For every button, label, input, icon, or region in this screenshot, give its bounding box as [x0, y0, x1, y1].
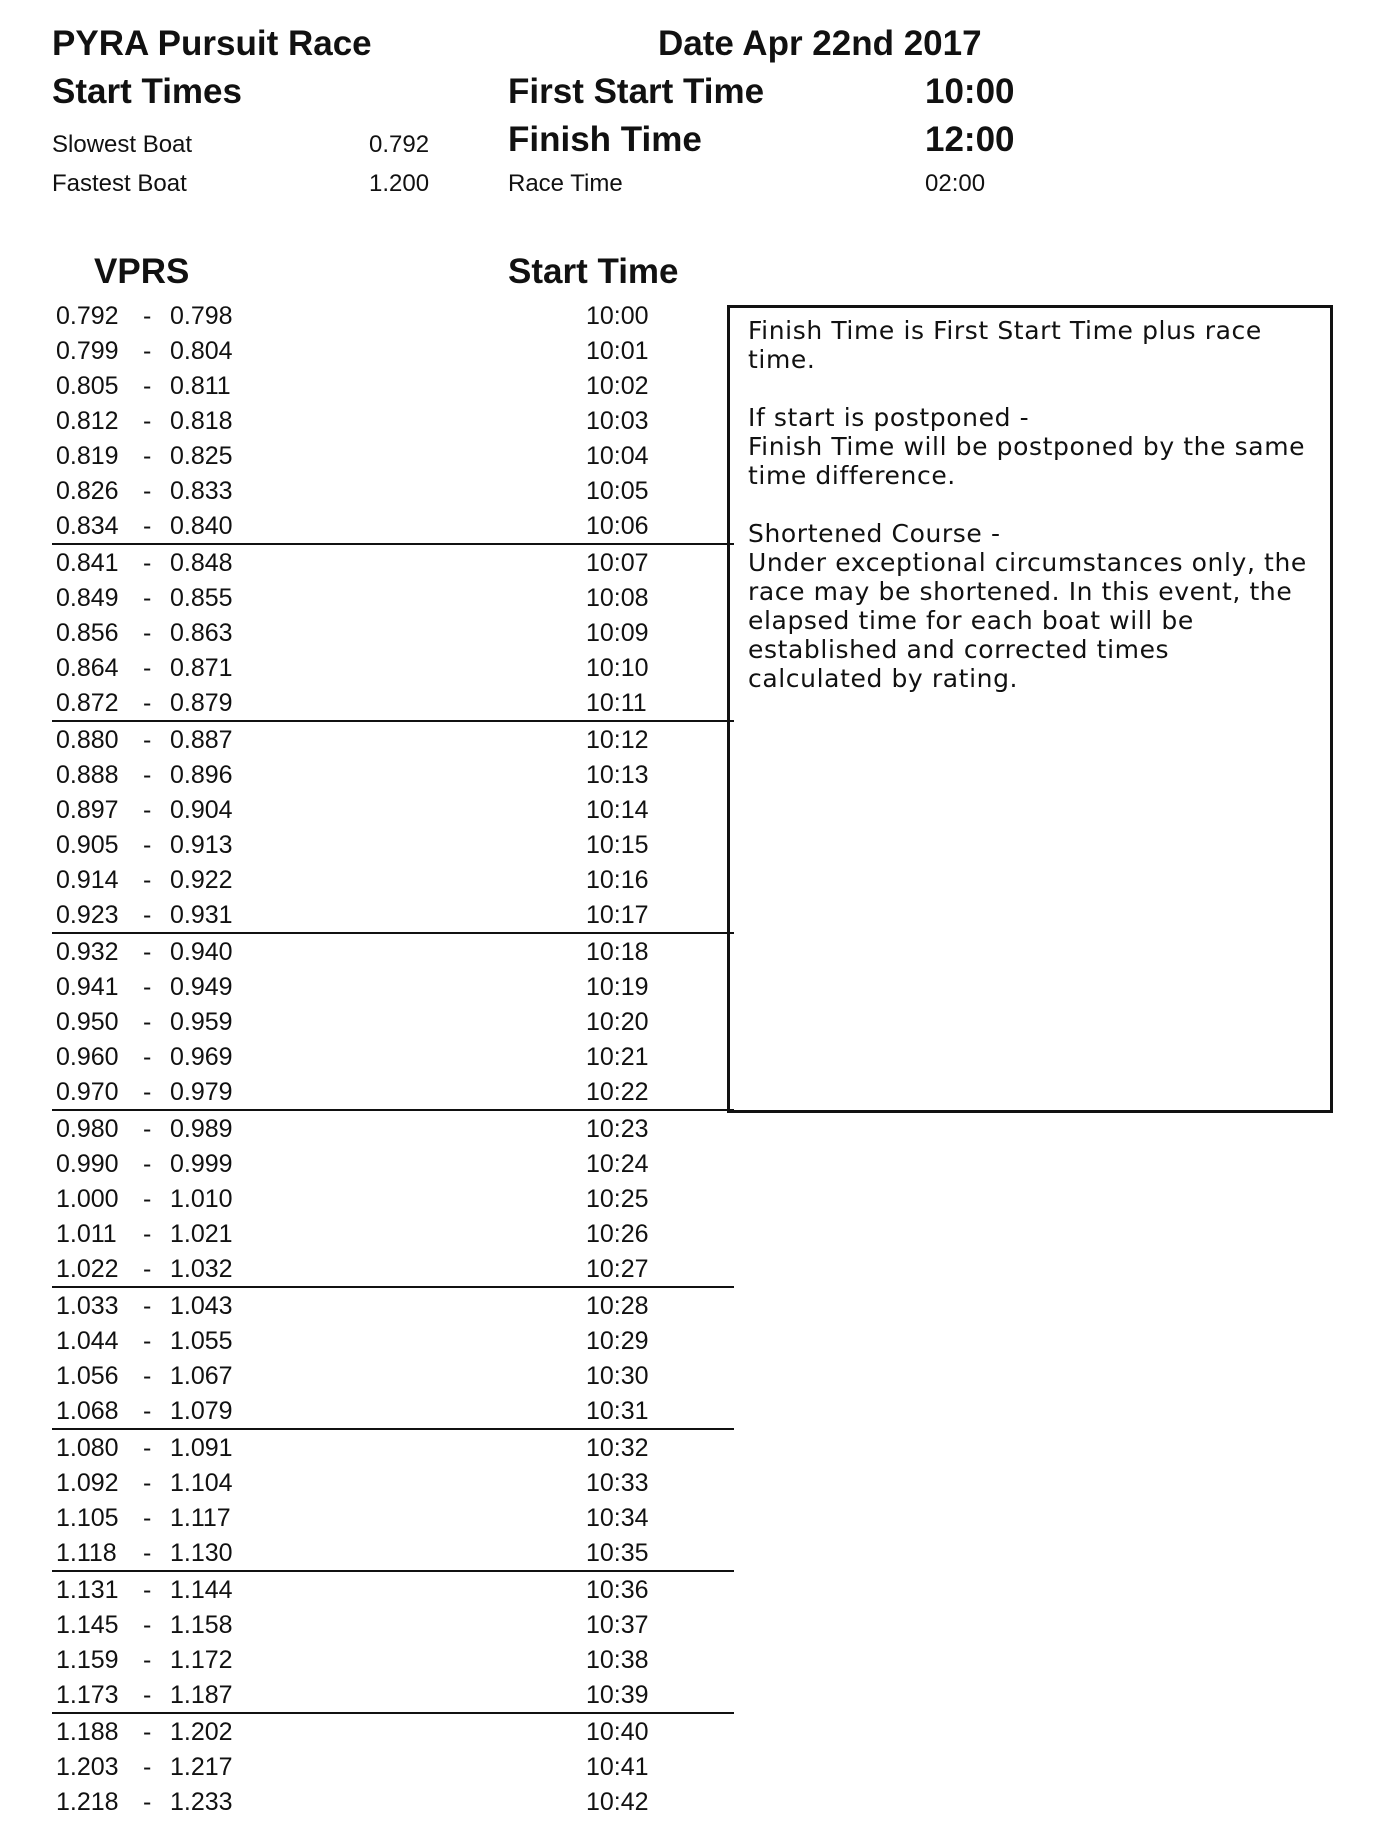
range-dash: - — [143, 796, 152, 824]
table-row — [52, 473, 734, 508]
slowest-boat-label: Slowest Boat — [52, 131, 193, 158]
note-postponed-text: Finish Time will be postponed by the same time difference. — [748, 432, 1306, 490]
vprs-low-cell: 1.000 — [56, 1185, 119, 1213]
table-row — [52, 1146, 734, 1181]
vprs-high-cell: 1.021 — [170, 1220, 233, 1248]
start-time-cell: 10:08 — [586, 584, 649, 612]
start-time-cell: 10:23 — [586, 1115, 649, 1143]
fastest-boat-value: 1.200 — [369, 170, 430, 197]
start-time-cell: 10:05 — [586, 477, 649, 505]
range-dash: - — [143, 726, 152, 754]
range-dash: - — [143, 1434, 152, 1462]
vprs-low-cell: 0.932 — [56, 938, 119, 966]
vprs-low-cell: 0.905 — [56, 831, 119, 859]
table-row — [52, 897, 734, 934]
start-time-cell: 10:20 — [586, 1008, 649, 1036]
vprs-high-cell: 0.840 — [170, 512, 233, 540]
vprs-low-cell: 1.092 — [56, 1469, 119, 1497]
range-dash: - — [143, 1539, 152, 1567]
vprs-low-cell: 1.188 — [56, 1718, 119, 1746]
vprs-high-cell: 0.887 — [170, 726, 233, 754]
vprs-low-cell: 0.923 — [56, 901, 119, 929]
note-postponed — [748, 403, 1312, 490]
fastest-boat-label: Fastest Boat — [52, 170, 187, 197]
vprs-high-cell: 1.010 — [170, 1185, 233, 1213]
table-row — [52, 1251, 734, 1288]
start-time-cell: 10:03 — [586, 407, 649, 435]
table-row — [52, 722, 734, 757]
vprs-high-cell: 0.989 — [170, 1115, 233, 1143]
vprs-high-cell: 0.818 — [170, 407, 233, 435]
range-dash: - — [143, 1611, 152, 1639]
table-row — [52, 1749, 734, 1784]
vprs-low-cell: 1.105 — [56, 1504, 119, 1532]
note-shortened-heading: Shortened Course - — [748, 519, 1001, 548]
table-row — [52, 862, 734, 897]
vprs-high-cell: 0.871 — [170, 654, 233, 682]
vprs-high-cell: 0.999 — [170, 1150, 233, 1178]
range-dash: - — [143, 1646, 152, 1674]
table-row — [52, 298, 734, 333]
vprs-high-cell: 1.202 — [170, 1718, 233, 1746]
start-time-cell: 10:28 — [586, 1292, 649, 1320]
vprs-high-cell: 0.848 — [170, 549, 233, 577]
table-row — [52, 1288, 734, 1323]
range-dash: - — [143, 1788, 152, 1816]
vprs-low-cell: 1.011 — [56, 1220, 117, 1248]
start-time-cell: 10:02 — [586, 372, 649, 400]
vprs-low-cell: 1.218 — [56, 1788, 119, 1816]
table-row — [52, 615, 734, 650]
note-shortened — [748, 519, 1312, 693]
table-row — [52, 1216, 734, 1251]
vprs-low-cell: 0.970 — [56, 1078, 119, 1106]
vprs-high-cell: 1.144 — [170, 1576, 233, 1604]
range-dash: - — [143, 372, 152, 400]
vprs-low-cell: 0.914 — [56, 866, 119, 894]
finish-time-label: Finish Time — [508, 120, 702, 159]
vprs-high-cell: 0.922 — [170, 866, 233, 894]
finish-time-value: 12:00 — [925, 120, 1015, 159]
table-row — [52, 792, 734, 827]
vprs-low-cell: 1.145 — [56, 1611, 119, 1639]
vprs-low-cell: 0.819 — [56, 442, 119, 470]
range-dash: - — [143, 549, 152, 577]
range-dash: - — [143, 1185, 152, 1213]
table-row — [52, 438, 734, 473]
vprs-low-cell: 1.022 — [56, 1255, 119, 1283]
vprs-high-cell: 1.067 — [170, 1362, 233, 1390]
note-shortened-text: Under exceptional circumstances only, the race may be shortened. In this event, the elapsed time for each boat will be established and corrected times calculated by rating. — [748, 548, 1307, 693]
vprs-low-cell: 0.805 — [56, 372, 119, 400]
vprs-low-cell: 0.990 — [56, 1150, 119, 1178]
first-start-label: First Start Time — [508, 72, 765, 111]
vprs-high-cell: 1.233 — [170, 1788, 233, 1816]
start-time-cell: 10:38 — [586, 1646, 649, 1674]
vprs-low-cell: 0.841 — [56, 549, 119, 577]
start-time-cell: 10:34 — [586, 1504, 649, 1532]
start-time-cell: 10:15 — [586, 831, 649, 859]
start-time-cell: 10:16 — [586, 866, 649, 894]
note-postponed-heading: If start is postponed - — [748, 403, 1030, 432]
race-time-value: 02:00 — [925, 170, 986, 197]
race-notes-box — [727, 305, 1333, 1113]
vprs-low-cell: 1.056 — [56, 1362, 119, 1390]
start-time-cell: 10:12 — [586, 726, 649, 754]
table-row — [52, 650, 734, 685]
table-row — [52, 1607, 734, 1642]
start-time-cell: 10:14 — [586, 796, 649, 824]
start-time-cell: 10:29 — [586, 1327, 649, 1355]
range-dash: - — [143, 512, 152, 540]
start-time-cell: 10:26 — [586, 1220, 649, 1248]
vprs-high-cell: 0.904 — [170, 796, 233, 824]
vprs-high-cell: 0.959 — [170, 1008, 233, 1036]
range-dash: - — [143, 1150, 152, 1178]
vprs-low-cell: 0.880 — [56, 726, 119, 754]
table-row — [52, 1039, 734, 1074]
start-time-cell: 10:30 — [586, 1362, 649, 1390]
vprs-low-cell: 1.173 — [56, 1681, 119, 1709]
start-time-cell: 10:42 — [586, 1788, 649, 1816]
table-row — [52, 1181, 734, 1216]
range-dash: - — [143, 442, 152, 470]
vprs-high-cell: 1.104 — [170, 1469, 233, 1497]
range-dash: - — [143, 1718, 152, 1746]
vprs-high-cell: 1.187 — [170, 1681, 233, 1709]
range-dash: - — [143, 1504, 152, 1532]
table-row — [52, 1500, 734, 1535]
range-dash: - — [143, 477, 152, 505]
table-row — [52, 685, 734, 722]
range-dash: - — [143, 901, 152, 929]
vprs-low-cell: 0.872 — [56, 689, 119, 717]
vprs-high-cell: 0.896 — [170, 761, 233, 789]
start-time-cell: 10:25 — [586, 1185, 649, 1213]
table-row — [52, 333, 734, 368]
table-row — [52, 508, 734, 545]
table-row — [52, 580, 734, 615]
start-time-cell: 10:10 — [586, 654, 649, 682]
vprs-low-cell: 1.159 — [56, 1646, 119, 1674]
table-row — [52, 545, 734, 580]
race-time-label: Race Time — [508, 170, 623, 197]
vprs-low-cell: 1.080 — [56, 1434, 119, 1462]
range-dash: - — [143, 1397, 152, 1425]
vprs-low-cell: 0.792 — [56, 302, 119, 330]
vprs-high-cell: 0.879 — [170, 689, 233, 717]
vprs-high-cell: 0.969 — [170, 1043, 233, 1071]
range-dash: - — [143, 407, 152, 435]
vprs-low-cell: 0.799 — [56, 337, 119, 365]
start-time-cell: 10:13 — [586, 761, 649, 789]
vprs-high-cell: 0.825 — [170, 442, 233, 470]
vprs-high-cell: 0.811 — [170, 372, 231, 400]
start-time-cell: 10:21 — [586, 1043, 649, 1071]
start-time-cell: 10:33 — [586, 1469, 649, 1497]
page-subtitle: Start Times — [52, 72, 242, 111]
range-dash: - — [143, 1078, 152, 1106]
table-row — [52, 969, 734, 1004]
vprs-high-cell: 1.117 — [170, 1504, 231, 1532]
start-time-cell: 10:36 — [586, 1576, 649, 1604]
range-dash: - — [143, 584, 152, 612]
start-time-cell: 10:09 — [586, 619, 649, 647]
range-dash: - — [143, 761, 152, 789]
table-row — [52, 757, 734, 792]
start-time-cell: 10:24 — [586, 1150, 649, 1178]
vprs-high-cell: 1.158 — [170, 1611, 233, 1639]
vprs-high-cell: 0.979 — [170, 1078, 233, 1106]
range-dash: - — [143, 1327, 152, 1355]
table-row — [52, 1323, 734, 1358]
table-row — [52, 1784, 734, 1819]
vprs-high-cell: 0.913 — [170, 831, 233, 859]
start-time-cell: 10:01 — [586, 337, 649, 365]
table-row — [52, 1572, 734, 1607]
vprs-low-cell: 0.864 — [56, 654, 119, 682]
vprs-low-cell: 0.950 — [56, 1008, 119, 1036]
vprs-high-cell: 1.079 — [170, 1397, 233, 1425]
start-time-cell: 10:31 — [586, 1397, 649, 1425]
range-dash: - — [143, 689, 152, 717]
start-times-table — [52, 298, 734, 1819]
race-title: PYRA Pursuit Race — [52, 24, 372, 63]
start-time-cell: 10:27 — [586, 1255, 649, 1283]
vprs-low-cell: 1.131 — [56, 1576, 119, 1604]
start-time-cell: 10:41 — [586, 1753, 649, 1781]
start-time-cell: 10:37 — [586, 1611, 649, 1639]
table-row — [52, 934, 734, 969]
vprs-low-cell: 0.960 — [56, 1043, 119, 1071]
start-time-cell: 10:19 — [586, 973, 649, 1001]
vprs-high-cell: 1.055 — [170, 1327, 233, 1355]
vprs-low-cell: 0.856 — [56, 619, 119, 647]
vprs-high-cell: 1.130 — [170, 1539, 233, 1567]
start-time-cell: 10:35 — [586, 1539, 649, 1567]
vprs-low-cell: 0.897 — [56, 796, 119, 824]
vprs-high-cell: 0.949 — [170, 973, 233, 1001]
table-row — [52, 1535, 734, 1572]
vprs-low-cell: 1.118 — [56, 1539, 117, 1567]
vprs-low-cell: 1.033 — [56, 1292, 119, 1320]
start-time-cell: 10:18 — [586, 938, 649, 966]
range-dash: - — [143, 1255, 152, 1283]
vprs-low-cell: 0.980 — [56, 1115, 119, 1143]
vprs-high-cell: 0.798 — [170, 302, 233, 330]
range-dash: - — [143, 654, 152, 682]
start-time-cell: 10:11 — [586, 689, 647, 717]
range-dash: - — [143, 866, 152, 894]
range-dash: - — [143, 302, 152, 330]
start-time-cell: 10:06 — [586, 512, 649, 540]
table-row — [52, 827, 734, 862]
table-row — [52, 1430, 734, 1465]
range-dash: - — [143, 1362, 152, 1390]
start-time-cell: 10:00 — [586, 302, 649, 330]
vprs-low-cell: 0.888 — [56, 761, 119, 789]
vprs-high-cell: 1.091 — [170, 1434, 233, 1462]
table-row — [52, 368, 734, 403]
range-dash: - — [143, 938, 152, 966]
vprs-high-cell: 1.032 — [170, 1255, 233, 1283]
first-start-value: 10:00 — [925, 72, 1015, 111]
vprs-low-cell: 0.834 — [56, 512, 119, 540]
range-dash: - — [143, 1753, 152, 1781]
vprs-high-cell: 1.217 — [170, 1753, 233, 1781]
vprs-high-cell: 1.043 — [170, 1292, 233, 1320]
vprs-low-cell: 0.826 — [56, 477, 119, 505]
start-time-cell: 10:04 — [586, 442, 649, 470]
table-row — [52, 1677, 734, 1714]
vprs-high-cell: 0.804 — [170, 337, 233, 365]
note-finish-time: Finish Time is First Start Time plus race time. — [748, 316, 1262, 374]
table-row — [52, 1642, 734, 1677]
range-dash: - — [143, 337, 152, 365]
range-dash: - — [143, 619, 152, 647]
range-dash: - — [143, 1220, 152, 1248]
vprs-low-cell: 0.849 — [56, 584, 119, 612]
table-row — [52, 1004, 734, 1039]
start-time-cell: 10:39 — [586, 1681, 649, 1709]
vprs-low-cell: 1.044 — [56, 1327, 119, 1355]
table-row — [52, 403, 734, 438]
vprs-high-cell: 0.931 — [170, 901, 233, 929]
vprs-low-cell: 1.203 — [56, 1753, 119, 1781]
table-row — [52, 1714, 734, 1749]
race-date: Date Apr 22nd 2017 — [658, 24, 982, 63]
slowest-boat-value: 0.792 — [369, 131, 430, 158]
range-dash: - — [143, 1469, 152, 1497]
range-dash: - — [143, 831, 152, 859]
vprs-high-cell: 0.940 — [170, 938, 233, 966]
vprs-high-cell: 1.172 — [170, 1646, 233, 1674]
start-time-cell: 10:07 — [586, 549, 649, 577]
vprs-low-cell: 0.941 — [56, 973, 119, 1001]
start-time-cell: 10:32 — [586, 1434, 649, 1462]
range-dash: - — [143, 1115, 152, 1143]
vprs-low-cell: 1.068 — [56, 1397, 119, 1425]
vprs-high-cell: 0.855 — [170, 584, 233, 612]
start-time-cell: 10:17 — [586, 901, 649, 929]
start-time-cell: 10:22 — [586, 1078, 649, 1106]
vprs-low-cell: 0.812 — [56, 407, 119, 435]
table-row — [52, 1393, 734, 1430]
range-dash: - — [143, 1043, 152, 1071]
range-dash: - — [143, 973, 152, 1001]
vprs-column-header: VPRS — [94, 252, 190, 291]
table-row — [52, 1111, 734, 1146]
range-dash: - — [143, 1008, 152, 1036]
range-dash: - — [143, 1576, 152, 1604]
table-row — [52, 1074, 734, 1111]
vprs-high-cell: 0.863 — [170, 619, 233, 647]
vprs-high-cell: 0.833 — [170, 477, 233, 505]
start-time-cell: 10:40 — [586, 1718, 649, 1746]
table-row — [52, 1465, 734, 1500]
range-dash: - — [143, 1292, 152, 1320]
range-dash: - — [143, 1681, 152, 1709]
table-row — [52, 1358, 734, 1393]
start-time-column-header: Start Time — [508, 252, 679, 291]
